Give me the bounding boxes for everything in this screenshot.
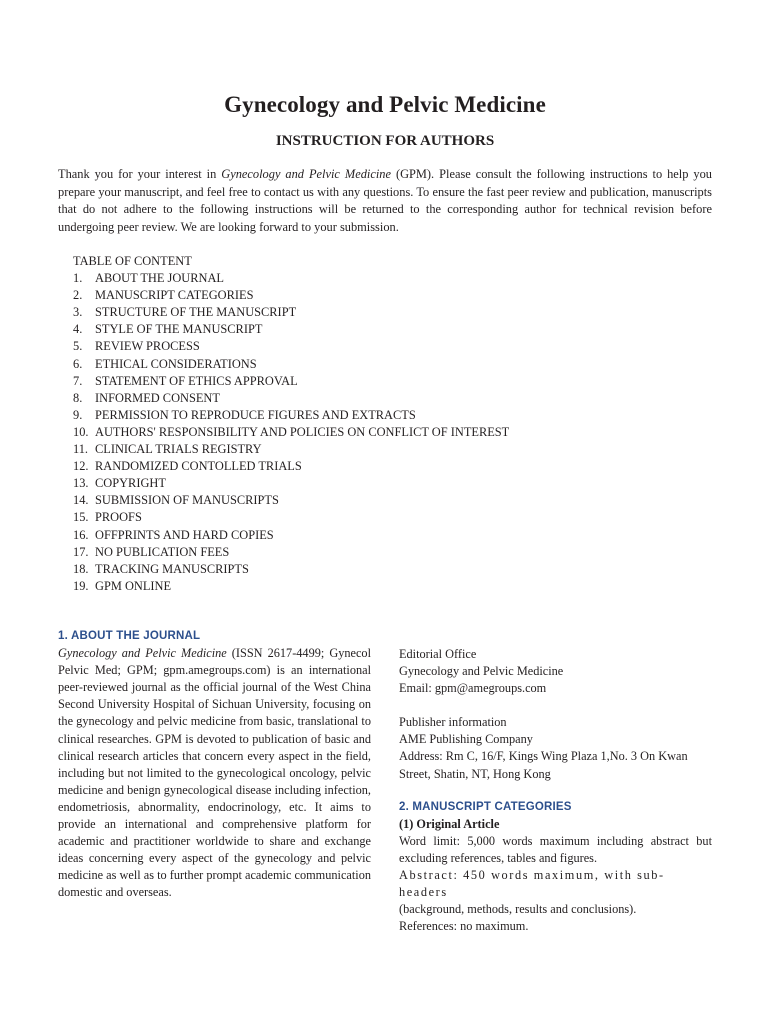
toc-item xyxy=(73,441,713,458)
document-subtitle: INSTRUCTION FOR AUTHORS xyxy=(275,133,495,149)
publisher-label: Publisher information xyxy=(399,715,507,730)
toc-item-label: REVIEW PROCESS xyxy=(95,339,200,354)
original-article-heading: (1) Original Article xyxy=(399,816,500,831)
toc-item-label: AUTHORS' RESPONSIBILITY AND POLICIES ON CONFLICT OF INTEREST xyxy=(95,424,510,439)
toc-item-label: ABOUT THE JOURNAL xyxy=(95,271,224,286)
toc-item xyxy=(73,321,713,338)
toc-item-number: 2. xyxy=(73,288,83,303)
toc-item xyxy=(73,458,713,475)
toc-item-label: GPM ONLINE xyxy=(95,578,172,593)
journal-title: Gynecology and Pelvic Medicine xyxy=(224,92,546,117)
editorial-office-journal: Gynecology and Pelvic Medicine xyxy=(399,664,564,679)
intro-text-end: (GPM). Please consult the following instructions to help you prepare your manuscript, and feel free to contact us with any questions. To ensure the fast peer review and publication, manuscripts that do not adhere to the following instructions will be returned to the corresponding author for technical revision before undergoing peer review. We are looking forward to your submission. xyxy=(58,167,712,234)
toc-item-label: OFFPRINTS AND HARD COPIES xyxy=(95,527,274,542)
toc-item xyxy=(73,287,713,304)
toc-item-number: 5. xyxy=(73,339,83,354)
toc-item-number: 11. xyxy=(73,442,89,457)
intro-text-start: Thank you for your interest in xyxy=(58,167,222,181)
toc-item-label: ETHICAL CONSIDERATIONS xyxy=(95,356,257,371)
toc-item-number: 10. xyxy=(73,424,89,439)
toc-item xyxy=(73,475,713,492)
toc-item xyxy=(73,407,713,424)
toc-item-number: 13. xyxy=(73,476,89,491)
toc-item-label: SUBMISSION OF MANUSCRIPTS xyxy=(95,493,279,508)
toc-item-label: COPYRIGHT xyxy=(95,476,166,491)
toc-item-label: CLINICAL TRIALS REGISTRY xyxy=(95,442,262,457)
intro-paragraph xyxy=(58,166,712,236)
toc-item-label: RANDOMIZED CONTOLLED TRIALS xyxy=(95,459,302,474)
toc-item xyxy=(73,561,713,578)
toc-item xyxy=(73,544,713,561)
toc-item xyxy=(73,356,713,373)
section-2-heading: 2. MANUSCRIPT CATEGORIES xyxy=(399,800,572,813)
abstract-subheaders-text: (background, methods, results and conclusions). xyxy=(399,902,637,917)
toc-item-label: STYLE OF THE MANUSCRIPT xyxy=(95,322,263,337)
toc-item xyxy=(73,578,713,595)
references-limit-text: References: no maximum. xyxy=(399,919,529,934)
toc-item-number: 8. xyxy=(73,390,83,405)
toc-item-number: 16. xyxy=(73,527,89,542)
toc-item-label: MANUSCRIPT CATEGORIES xyxy=(95,288,254,303)
toc-item xyxy=(73,509,713,526)
toc-item-number: 9. xyxy=(73,407,83,422)
intro-journal-name: Gynecology and Pelvic Medicine xyxy=(221,167,391,181)
toc-item xyxy=(73,304,713,321)
toc-item xyxy=(73,424,713,441)
toc-item-number: 4. xyxy=(73,322,83,337)
toc-item-label: TRACKING MANUSCRIPTS xyxy=(95,561,249,576)
editorial-office-label: Editorial Office xyxy=(399,647,477,661)
toc-item xyxy=(73,527,713,544)
right-column xyxy=(399,646,712,935)
toc-item-label: NO PUBLICATION FEES xyxy=(95,544,230,559)
toc-item xyxy=(73,373,713,390)
toc-item-number: 7. xyxy=(73,373,83,388)
section-1-journal-name: Gynecology and Pelvic Medicine xyxy=(58,646,227,661)
editorial-office-email: Email: gpm@amegroups.com xyxy=(399,681,547,696)
toc-item-number: 19. xyxy=(73,578,89,593)
toc-item xyxy=(73,338,713,355)
toc-item-label: PROOFS xyxy=(95,510,142,525)
toc-item-number: 17. xyxy=(73,544,89,559)
toc-item-number: 15. xyxy=(73,510,89,525)
section-1-heading: 1. ABOUT THE JOURNAL xyxy=(58,630,201,642)
toc-heading: TABLE OF CONTENT xyxy=(73,254,192,268)
table-of-contents xyxy=(73,253,713,595)
toc-item xyxy=(73,492,713,509)
toc-item xyxy=(73,270,713,287)
section-1-text: (ISSN 2617-4499; Gynecol Pelvic Med; GPM; gpm.amegroups.com) is an international peer-reviewed journal as the official journal of the West China Second University Hospital of Sichuan University, focusing on the gynecology and pelvic medicine from basic, translational to clinical researches. GPM is devoted to publication of basic and clinical research articles that concern every aspect in the field, including but not limited to the gynecological oncology, pelvic medicine and benign gynecological disease including infection, endometriosis, abnormality, endocrinology, etc. It aims to provide an international and comprehensive platform for academic and practitioner worldwide to share and exchange ideas concerning every aspect of the gynecology and pelvic medicine as well as to further prompt academic communication domestic and overseas. xyxy=(58,646,371,900)
toc-item-number: 1. xyxy=(73,271,83,286)
toc-item-label: STATEMENT OF ETHICS APPROVAL xyxy=(95,373,298,388)
toc-item-number: 14. xyxy=(73,493,89,508)
toc-item-number: 18. xyxy=(73,561,89,576)
toc-item xyxy=(73,390,713,407)
toc-item-label: STRUCTURE OF THE MANUSCRIPT xyxy=(95,305,297,320)
toc-item-label: INFORMED CONSENT xyxy=(95,390,220,405)
toc-item-number: 6. xyxy=(73,356,83,371)
toc-list xyxy=(73,270,713,595)
toc-item-number: 3. xyxy=(73,305,83,320)
left-column xyxy=(58,628,371,902)
publisher-address: Address: Rm C, 16/F, Kings Wing Plaza 1,No. 3 On Kwan Street, Shatin, NT, Hong Kong xyxy=(399,749,688,781)
abstract-limit-text: Abstract: 450 words maximum, with sub-headers xyxy=(399,868,665,900)
publisher-name: AME Publishing Company xyxy=(399,732,533,747)
word-limit-text: Word limit: 5,000 words maximum including abstract but excluding references, tables and figures. xyxy=(399,833,712,865)
toc-item-number: 12. xyxy=(73,459,89,474)
toc-item-label: PERMISSION TO REPRODUCE FIGURES AND EXTRACTS xyxy=(95,407,416,422)
section-1-body xyxy=(58,645,371,901)
